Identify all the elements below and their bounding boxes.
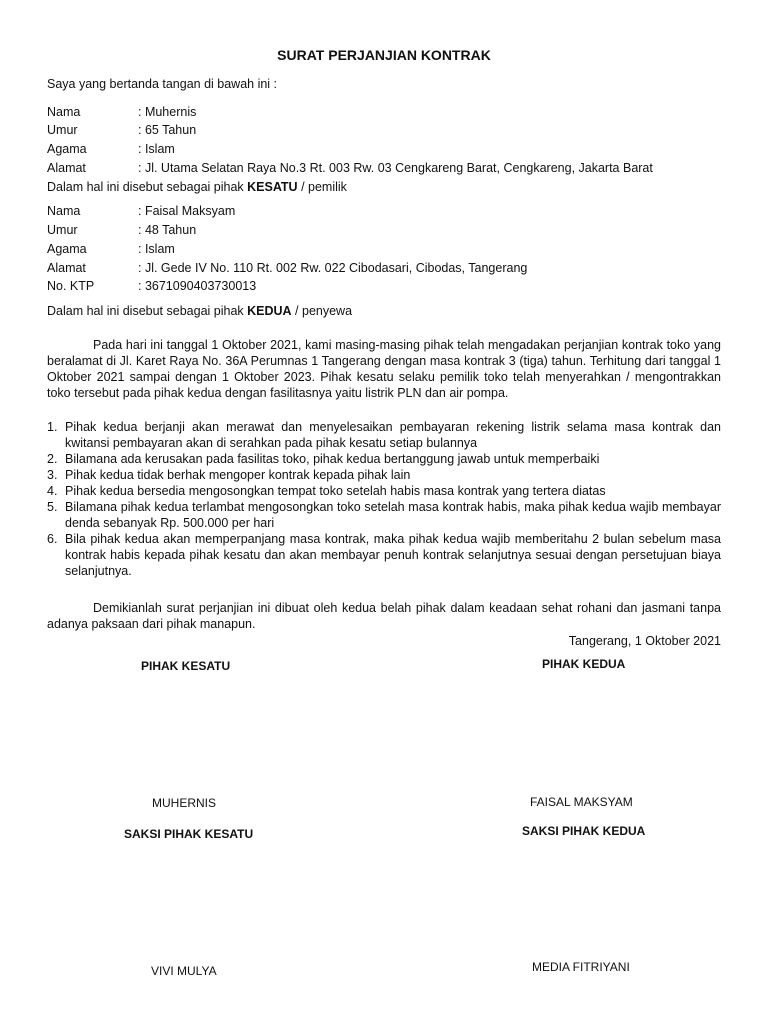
agreement-paragraph-text: Pada hari ini tanggal 1 Oktober 2021, kami masing-masing pihak telah mengadakan perjanjian kontrak toko yang beralamat di Jl. Karet Raya No. 36A Perumnas 1 Tangerang dengan masa kontrak 3 (tiga) tahun. Terhitung dari tanggal 1 Oktober 2021 sampai dengan 1 Oktober 2023. Pihak kesatu selaku pemilik toko telah menyerahkan / mengontrakkan toko tersebut pada pihak kedua dengan fasilitasnya yaitu listrik PLN dan air pompa. bbox=[47, 338, 721, 400]
intro-text: Saya yang bertanda tangan di bawah ini : bbox=[47, 77, 278, 91]
list-item bbox=[47, 467, 721, 483]
party2-value-alamat: : Jl. Gede IV No. 110 Rt. 002 Rw. 022 Cibodasari, Cibodas, Tangerang bbox=[138, 261, 528, 275]
party1-value-alamat: : Jl. Utama Selatan Raya No.3 Rt. 003 Rw. 03 Cengkareng Barat, Cengkareng, Jakarta Barat bbox=[138, 161, 653, 175]
saksi-kedua-title: SAKSI PIHAK KEDUA bbox=[522, 824, 646, 838]
saksi-kesatu-name: VIVI MULYA bbox=[151, 964, 217, 978]
list-item-text: Bilamana ada kerusakan pada fasilitas toko, pihak kedua bertanggung jawab untuk memperbaiki bbox=[65, 452, 600, 466]
list-item bbox=[47, 419, 721, 451]
list-item-number: 1. bbox=[47, 420, 58, 434]
closing-paragraph bbox=[47, 600, 721, 632]
list-item bbox=[47, 499, 721, 531]
terms-list bbox=[47, 419, 721, 579]
pihak-kesatu-name: MUHERNIS bbox=[152, 796, 217, 810]
party1-role-prefix: Dalam hal ini disebut sebagai pihak bbox=[47, 180, 248, 194]
party2-label-ktp: No. KTP bbox=[47, 279, 95, 293]
list-item-number: 4. bbox=[47, 484, 58, 498]
pihak-kesatu-title: PIHAK KESATU bbox=[141, 659, 231, 673]
party1-label-nama: Nama bbox=[47, 105, 81, 119]
party1-role-line bbox=[47, 179, 347, 195]
party2-value-ktp: : 3671090403730013 bbox=[138, 279, 257, 293]
party2-role-bold: KEDUA bbox=[247, 304, 292, 318]
agreement-paragraph bbox=[47, 337, 721, 401]
list-item bbox=[47, 531, 721, 579]
party1-value-agama: : Islam bbox=[138, 142, 175, 156]
party1-role-bold: KESATU bbox=[247, 180, 298, 194]
saksi-kesatu-title: SAKSI PIHAK KESATU bbox=[124, 827, 254, 841]
list-item bbox=[47, 483, 721, 499]
list-item bbox=[47, 451, 721, 467]
party1-role-suffix: / pemilik bbox=[297, 180, 347, 194]
list-item-number: 2. bbox=[47, 452, 58, 466]
party2-value-umur: : 48 Tahun bbox=[138, 223, 197, 237]
document-title: SURAT PERJANJIAN KONTRAK bbox=[277, 47, 491, 63]
pihak-kedua-title: PIHAK KEDUA bbox=[542, 657, 626, 671]
place-date: Tangerang, 1 Oktober 2021 bbox=[568, 634, 721, 648]
party1-label-umur: Umur bbox=[47, 123, 78, 137]
party2-role-suffix: / penyewa bbox=[291, 304, 353, 318]
list-item-number: 6. bbox=[47, 532, 58, 546]
party1-value-umur: : 65 Tahun bbox=[138, 123, 197, 137]
saksi-kedua-name: MEDIA FITRIYANI bbox=[532, 960, 630, 974]
list-item-text: Pihak kedua bersedia mengosongkan tempat toko setelah habis masa kontrak yang tertera diatas bbox=[65, 484, 606, 498]
closing-paragraph-text: Demikianlah surat perjanjian ini dibuat oleh kedua belah pihak dalam keadaan sehat rohani dan jasmani tanpa adanya paksaan dari pihak manapun. bbox=[47, 601, 721, 631]
pihak-kedua-name: FAISAL MAKSYAM bbox=[530, 795, 633, 809]
list-item-number: 5. bbox=[47, 500, 58, 514]
list-item-text: Bila pihak kedua akan memperpanjang masa kontrak, maka pihak kedua wajib memberitahu 2 bulan sebelum masa kontrak habis kepada pihak kesatu dan akan membayar penuh kontrak selanjutnya sesuai dengan persetujuan biaya selanjutnya. bbox=[65, 532, 721, 578]
party1-label-alamat: Alamat bbox=[47, 161, 86, 175]
party1-label-agama: Agama bbox=[47, 142, 87, 156]
party2-label-alamat: Alamat bbox=[47, 261, 86, 275]
party2-role-line bbox=[47, 303, 352, 319]
party2-value-agama: : Islam bbox=[138, 242, 175, 256]
party1-value-nama: : Muhernis bbox=[138, 105, 197, 119]
list-item-number: 3. bbox=[47, 468, 58, 482]
party2-label-nama: Nama bbox=[47, 204, 81, 218]
list-item-text: Bilamana pihak kedua terlambat mengosongkan toko setelah masa kontrak habis, maka pihak kedua wajib membayar denda sebanyak Rp. 500.000 per hari bbox=[65, 500, 721, 530]
list-item-text: Pihak kedua berjanji akan merawat dan menyelesaikan pembayaran rekening listrik selama masa kontrak dan kwitansi pembayaran akan di serahkan pada pihak kesatu setiap bulannya bbox=[65, 420, 721, 450]
list-item-text: Pihak kedua tidak berhak mengoper kontrak kepada pihak lain bbox=[65, 468, 411, 482]
party2-role-prefix: Dalam hal ini disebut sebagai pihak bbox=[47, 304, 248, 318]
party2-value-nama: : Faisal Maksyam bbox=[138, 204, 236, 218]
party2-label-agama: Agama bbox=[47, 242, 87, 256]
party2-label-umur: Umur bbox=[47, 223, 78, 237]
